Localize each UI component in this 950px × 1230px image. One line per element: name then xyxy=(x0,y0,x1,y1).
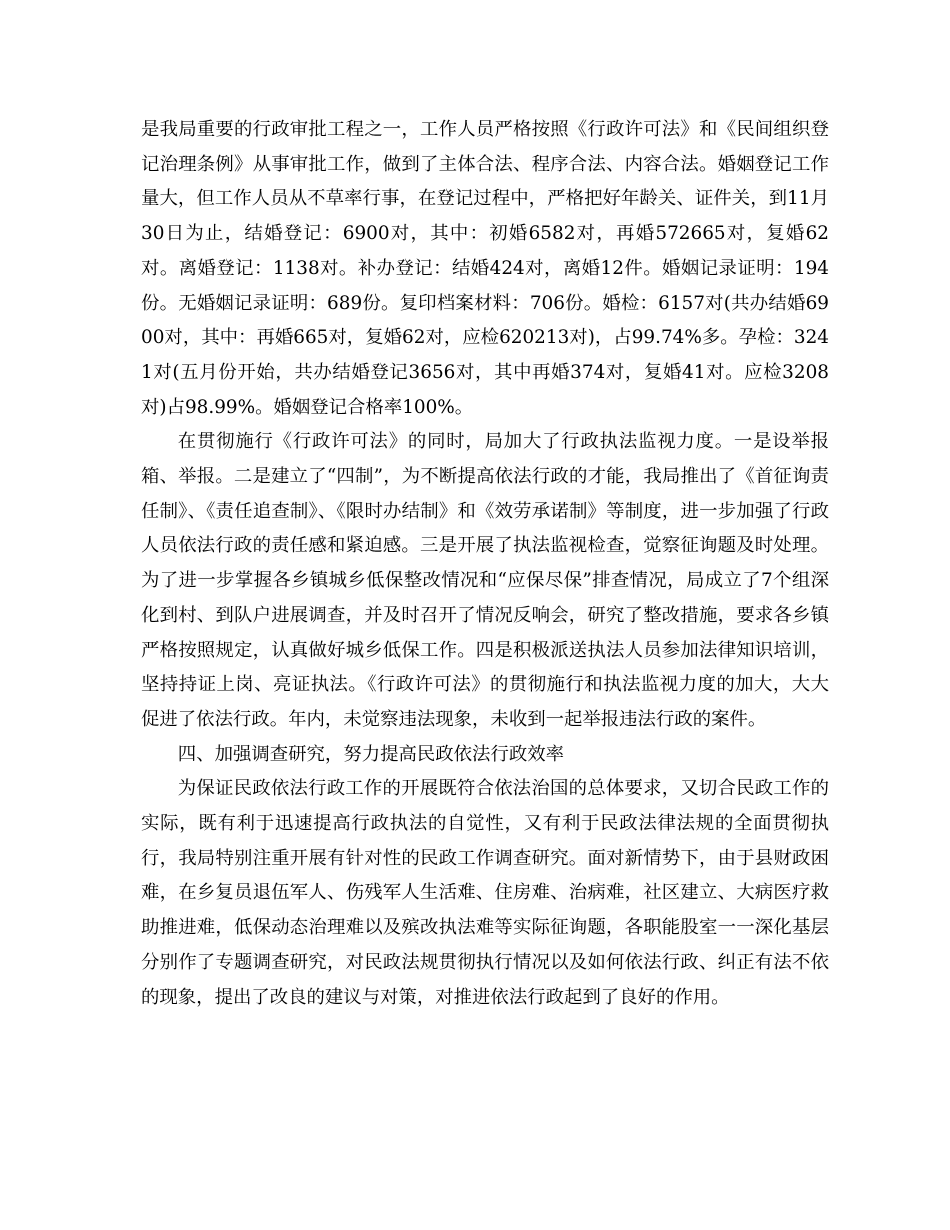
paragraph-law-enforcement-supervision: 在贯彻施行《行政许可法》的同时，局加大了行政执法监视力度。一是设举报箱、举报。二是建立了“四制”，为不断提高依法行政的才能，我局推出了《首征询责任制》、《责任追查制》、《限时办结制》和《效劳承诺制》等制度，进一步加强了行政人员依法行政的责任感和紧迫感。三是开展了执法监视检查，觉察征询题及时处理。为了进一步掌握各乡镇城乡低保整改情况和“应保尽保”排查情况，局成立了7个组深化到村、到队户进展调查，并及时召开了情况反响会，研究了整改措施，要求各乡镇严格按照规定，认真做好城乡低保工作。四是积极派送执法人员参加法律知识培训，坚持持证上岗、亮证执法。《行政许可法》的贯彻施行和执法监视力度的加大，大大促进了依法行政。年内，未觉察违法现象，未收到一起举报违法行政的案件。 xyxy=(141,431,829,730)
paragraph-marriage-registration: 是我局重要的行政审批工程之一，工作人员严格按照《行政许可法》和《民间组织登记治理条例》从事审批工作，做到了主体合法、程序合法、内容合法。婚姻登记工作量大，但工作人员从不草率行事，在登记过程中，严格把好年龄关、证件关，到11月30日为止，结婚登记：6900对，其中：初婚6582对，再婚572665对，复婚62对。离婚登记：1138对。补办登记：结婚424对，离婚12件。婚姻记录证明：194份。无婚姻记录证明：689份。复印档案材料：706份。婚检：6157对(共办结婚6900对，其中：再婚665对，复婚62对，应检620213对)，占99.74%多。孕检：3241对(五月份开始，共办结婚登记3656对，其中再婚374对，复婚41对。应检3208对)占98.99%。婚姻登记合格率100%。 xyxy=(141,119,829,418)
document-body xyxy=(141,113,829,1015)
paragraph-research: 为保证民政依法行政工作的开展既符合依法治国的总体要求，又切合民政工作的实际，既有利于迅速提高行政执法的自觉性，又有利于民政法律法规的全面贯彻执行，我局特别注重开展有针对性的民政工作调查研究。面对新情势下，由于县财政困难，在乡复员退伍军人、伤残军人生活难、住房难、治病难，社区建立、大病医疗救助推进难，低保动态治理难以及殡改执法难等实际征询题，各职能股室一一深化基层分别作了专题调查研究，对民政法规贯彻执行情况以及如何依法行政、纠正有法不依的现象，提出了改良的建议与对策，对推进依法行政起到了良好的作用。 xyxy=(141,778,829,1008)
section-heading-research: 四、加强调查研究，努力提高民政依法行政效率 xyxy=(177,743,565,765)
